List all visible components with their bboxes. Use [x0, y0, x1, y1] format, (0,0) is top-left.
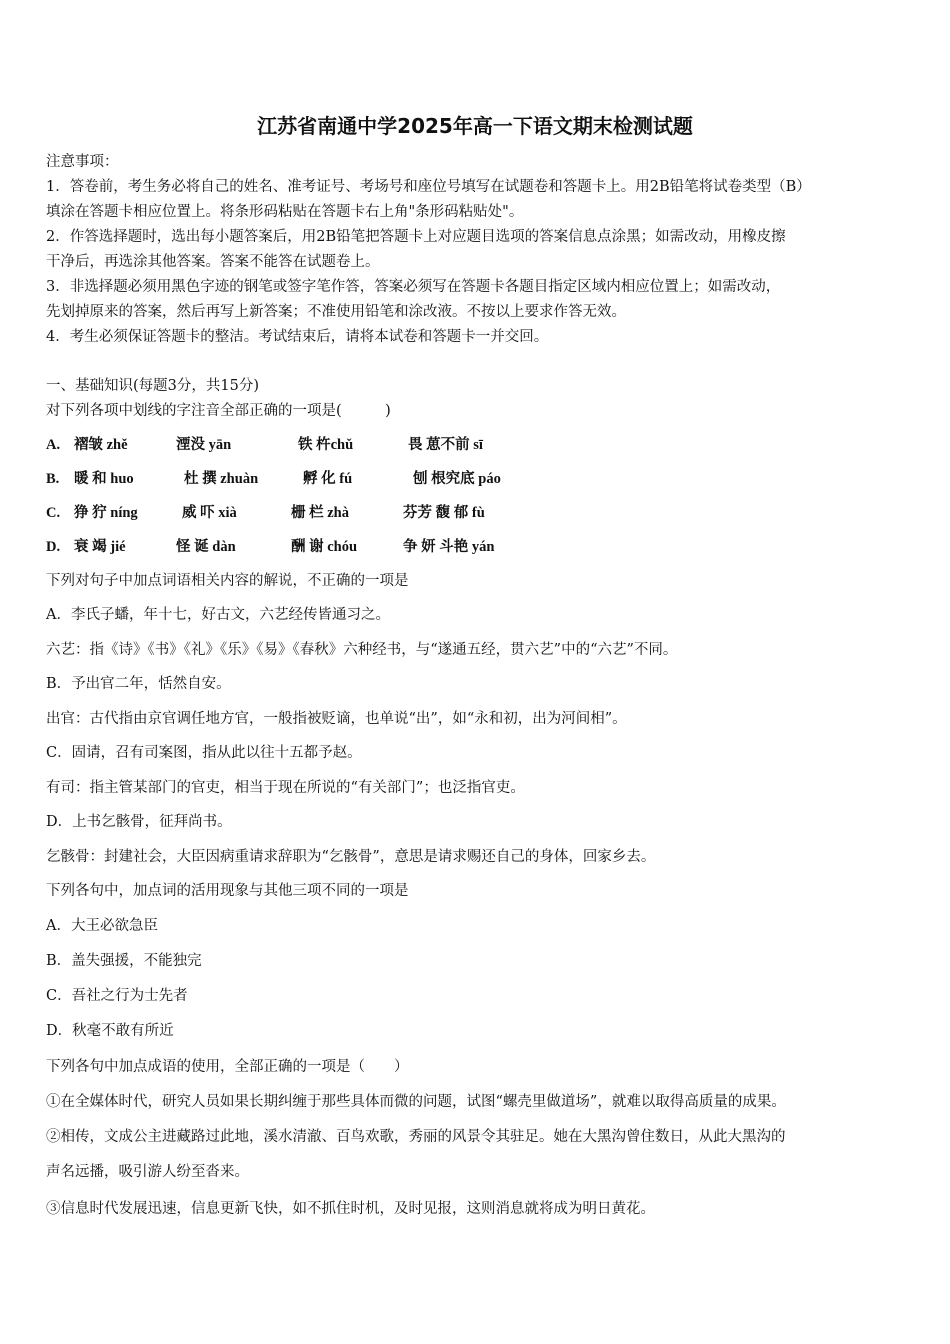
notice-line: 2．作答选择题时，选出每小题答案后，用2B铅笔把答题卡上对应题目选项的答案信息点涂黑；如需改动，用橡皮擦: [46, 229, 786, 245]
explanation-line: 乞骸骨：封建社会，大臣因病重请求辞职为“乞骸骨”，意思是请求赐还自己的身体，回家乡去。: [46, 849, 656, 865]
question-stem: 下列各句中，加点词的活用现象与其他三项不同的一项是: [46, 883, 409, 899]
notice-line: 填涂在答题卡相应位置上。将条形码粘贴在答题卡右上角"条形码粘贴处"。: [46, 204, 524, 220]
option-item: 湮没 yān: [176, 437, 232, 453]
option-line: B．盖失强援，不能独完: [46, 953, 202, 969]
option-label: A.: [46, 437, 61, 453]
option-label: C.: [46, 505, 61, 521]
option-label: B.: [46, 471, 60, 487]
option-item: 酬 谢 chóu: [291, 539, 358, 555]
notice-line: 1．答卷前，考生务必将自己的姓名、准考证号、考场号和座位号填写在试题卷和答题卡上。用2B铅笔将试卷类型（B）: [46, 179, 811, 195]
option-item: 衰 竭 jié: [74, 539, 126, 555]
explanation-line: 六艺：指《诗》《书》《礼》《乐》《易》《春秋》六种经书，与“遂通五经，贯六艺”中的“六艺”不同。: [46, 642, 678, 658]
notice-line: 3．非选择题必须用黑色字迹的钢笔或签字笔作答，答案必须写在答题卡各题目指定区域内相应位置上；如需改动，: [46, 279, 781, 295]
option-item: 褶皱 zhě: [74, 437, 128, 453]
option-line: B．予出官二年，恬然自安。: [46, 676, 231, 692]
statement-line: ③信息时代发展迅速，信息更新飞快，如不抓住时机，及时见报，这则消息就将成为明日黄花。: [46, 1201, 655, 1217]
option-line: A．大王必欲急臣: [46, 918, 158, 934]
page-title: 江苏省南通中学2025年高一下语文期末检测试题: [257, 114, 693, 138]
option-item: 栅 栏 zhà: [291, 505, 349, 521]
option-item: 铁 杵chǔ: [298, 437, 354, 453]
option-item: 争 妍 斗艳 yán: [403, 539, 495, 555]
question-stem: 下列对句子中加点词语相关内容的解说，不正确的一项是: [46, 573, 409, 589]
notice-line: 4．考生必须保证答题卡的整洁。考试结束后，请将本试卷和答题卡一并交回。: [46, 329, 549, 345]
notice-line: 先划掉原来的答案，然后再写上新答案；不准使用铅笔和涂改液。不按以上要求作答无效。: [46, 304, 626, 320]
statement-line: 声名远播，吸引游人纷至沓来。: [46, 1164, 249, 1180]
option-line: D．秋毫不敢有所近: [46, 1023, 174, 1039]
section-heading: 一、基础知识(每题3分，共15分): [46, 378, 259, 394]
statement-line: ②相传，文成公主进藏路过此地，溪水清澈、百鸟欢歌，秀丽的风景令其驻足。她在大黑沟曾住数日，从此大黑沟的: [46, 1129, 786, 1145]
option-item: 孵 化 fú: [303, 471, 353, 487]
notice-line: 干净后，再选涂其他答案。答案不能答在试题卷上。: [46, 254, 380, 270]
option-item: 芬芳 馥 郁 fù: [403, 505, 485, 521]
option-line: A．李氏子蟠，年十七，好古文，六艺经传皆通习之。: [46, 607, 390, 623]
explanation-line: 有司：指主管某部门的官吏，相当于现在所说的“有关部门”；也泛指官吏。: [46, 780, 525, 796]
option-item: 杜 撰 zhuàn: [184, 471, 259, 487]
option-item: 暖 和 huo: [74, 471, 134, 487]
question-stem: 下列各句中加点成语的使用，全部正确的一项是（ ）: [46, 1059, 409, 1075]
statement-line: ①在全媒体时代，研究人员如果长期纠缠于那些具体而微的问题，试图“螺壳里做道场”，就难以取得高质量的成果。: [46, 1094, 786, 1110]
notice-heading: 注意事项：: [46, 154, 119, 170]
question-stem: 对下列各项中划线的字注音全部正确的一项是( ): [46, 403, 391, 419]
option-line: C．固请，召有司案图，指从此以往十五都予赵。: [46, 745, 362, 761]
option-line: C．吾社之行为士先者: [46, 988, 188, 1004]
option-item: 怪 诞 dàn: [176, 539, 236, 555]
option-label: D.: [46, 539, 61, 555]
option-item: 刨 根究底 páo: [413, 471, 501, 487]
option-item: 畏 葸不前 sī: [408, 437, 483, 453]
option-item: 威 吓 xià: [182, 505, 237, 521]
option-line: D．上书乞骸骨，征拜尚书。: [46, 814, 232, 830]
explanation-line: 出官：古代指由京官调任地方官，一般指被贬谪，也单说“出”，如“永和初，出为河间相”。: [46, 711, 627, 727]
option-item: 狰 狞 níng: [74, 505, 138, 521]
